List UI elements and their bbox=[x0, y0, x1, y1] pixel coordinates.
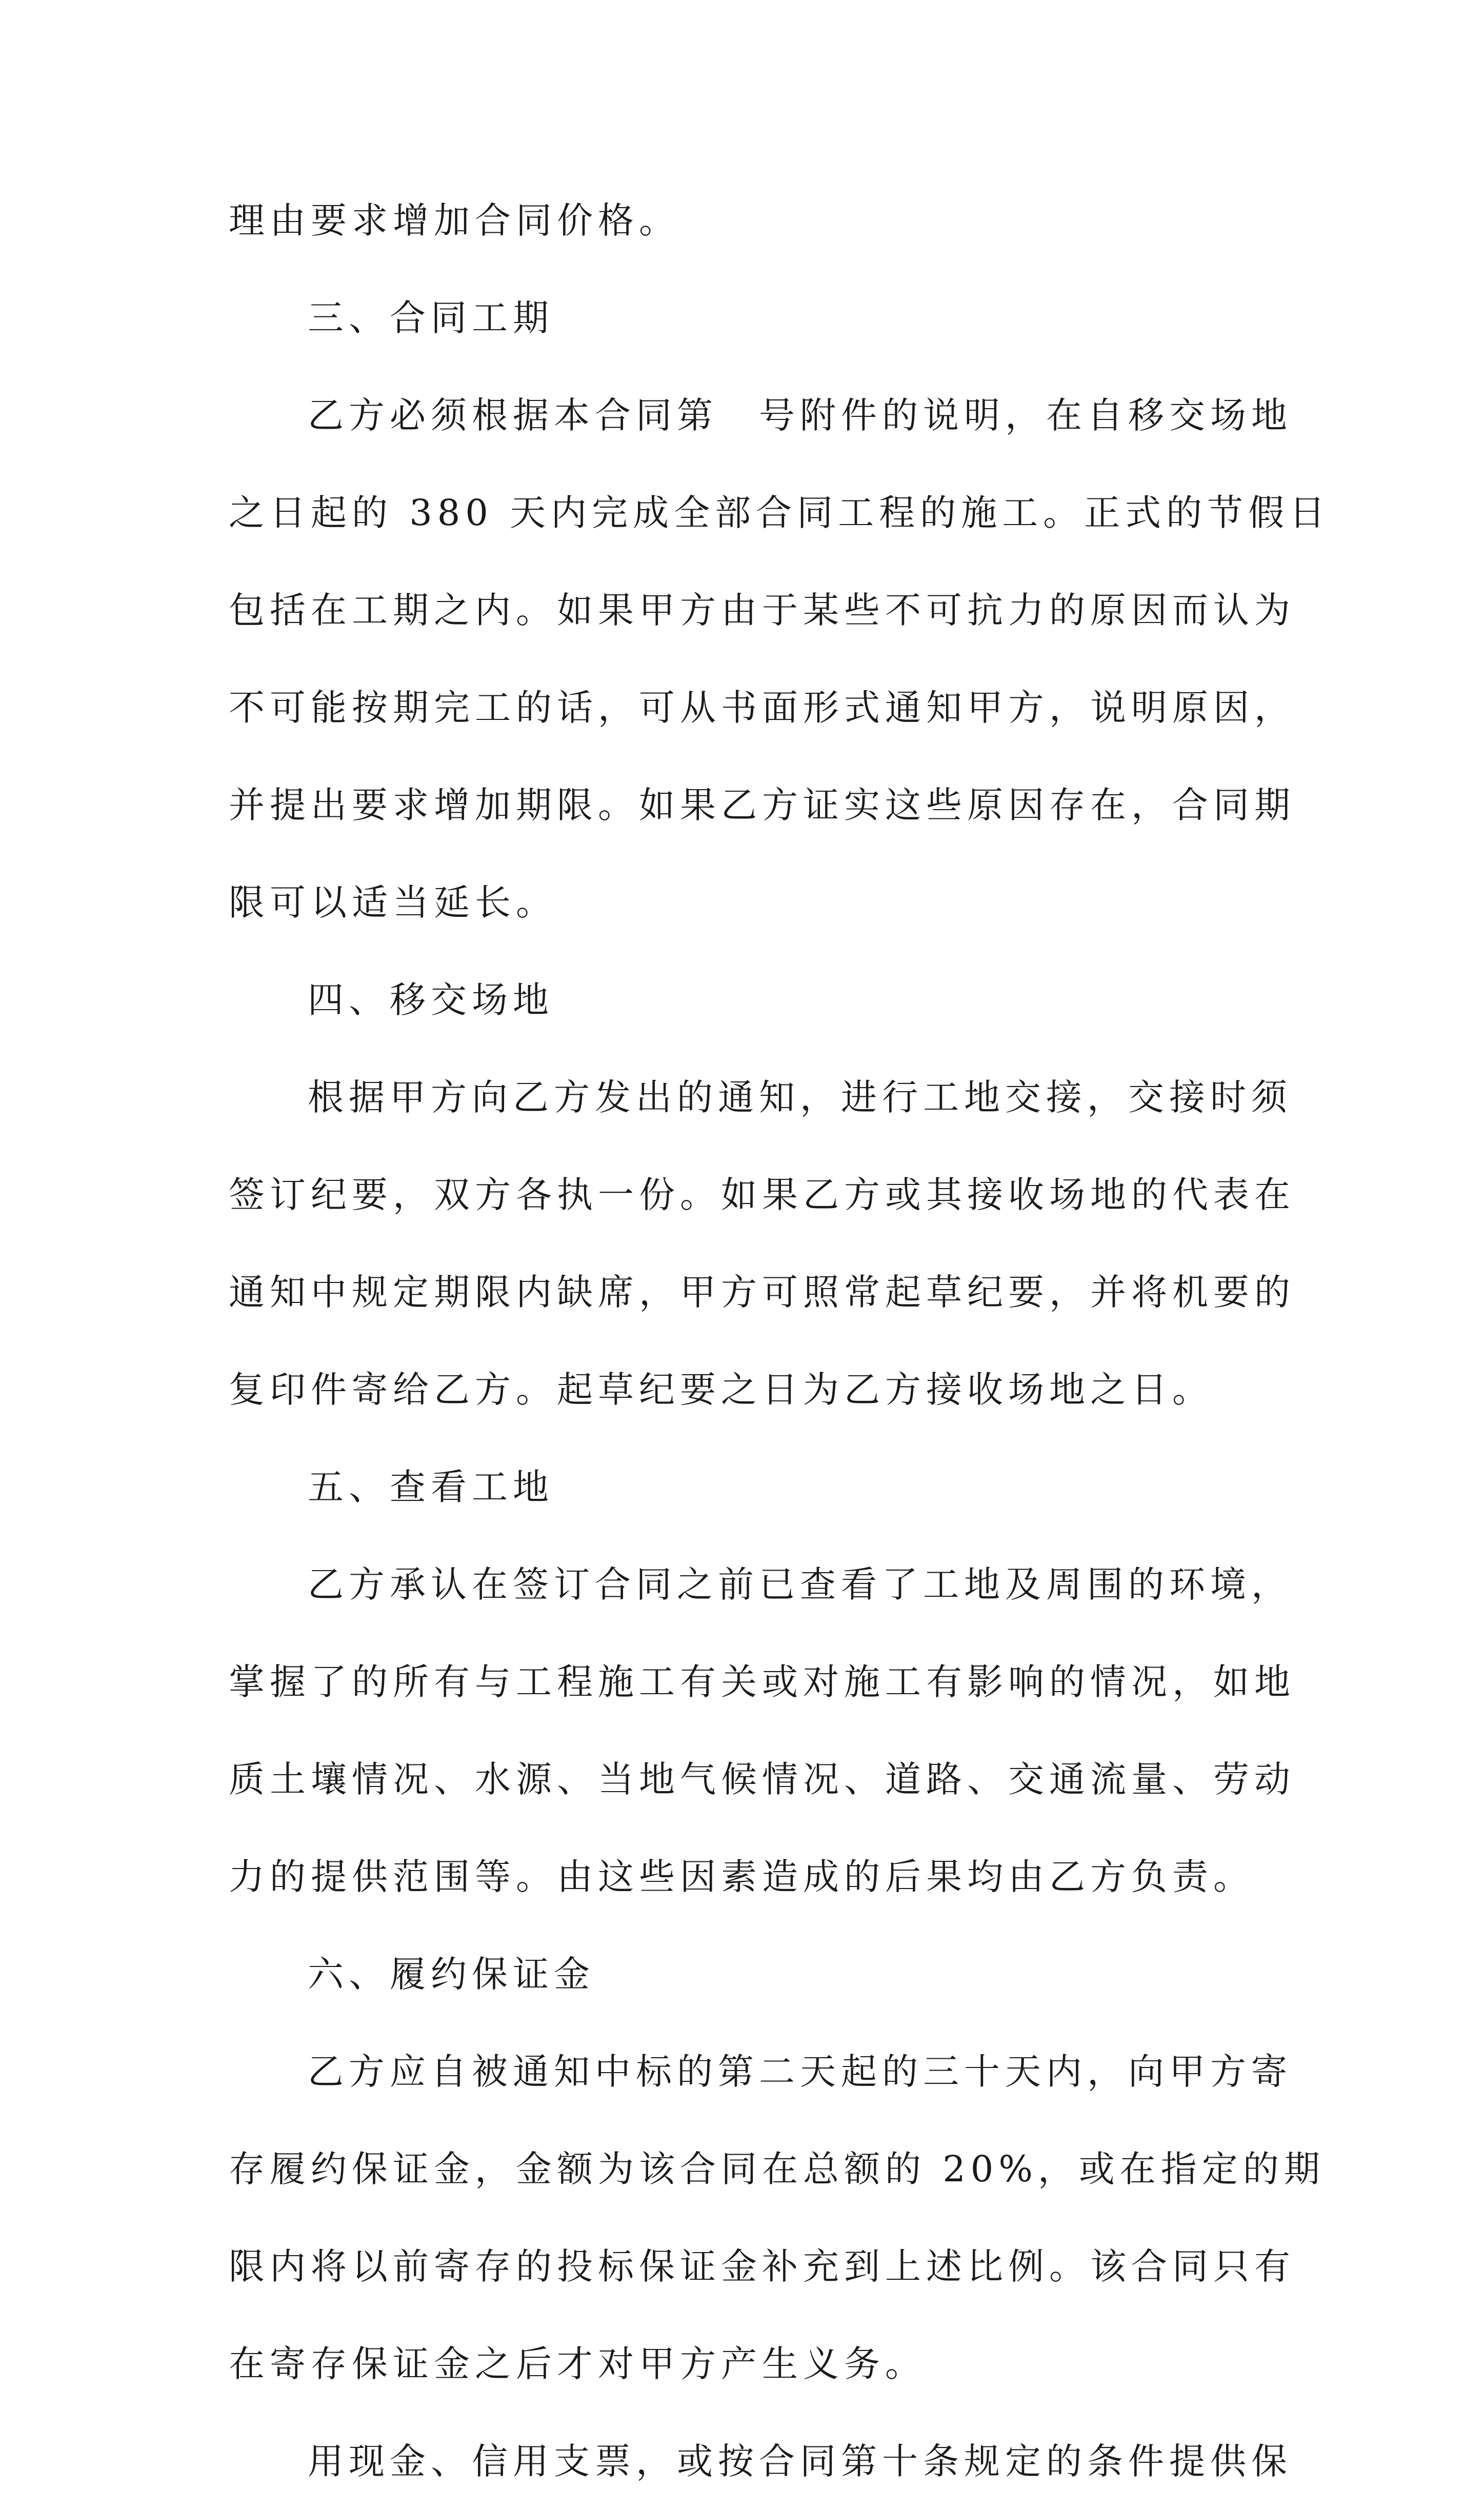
body-line: 不可能按期完工的话，可从书面形式通知甲方，说明原因， bbox=[229, 687, 1295, 729]
body-line: 理由要求增加合同价格。 bbox=[229, 199, 680, 242]
body-line: 根据甲方向乙方发出的通知，进行工地交接，交接时须 bbox=[308, 1076, 1292, 1118]
body-line: 签订纪要，双方各执一份。如果乙方或其接收场地的代表在 bbox=[229, 1174, 1295, 1216]
body-line: 通知中规定期限内缺席，甲方可照常起草纪要，并将机要的 bbox=[229, 1271, 1295, 1313]
body-line: 包括在工期之内。如果甲方由于某些不可抗力的原因而认为 bbox=[229, 589, 1295, 631]
body-line: 用现金、信用支票，或按合同第十条规定的条件提供保 bbox=[308, 2440, 1292, 2482]
section-heading: 六、履约保证金 bbox=[308, 1953, 595, 1995]
body-line: 限内将以前寄存的投标保证金补充到上述比例。该合同只有 bbox=[229, 2245, 1295, 2287]
section-heading: 三、合同工期 bbox=[308, 297, 554, 339]
section-heading: 五、查看工地 bbox=[308, 1466, 554, 1508]
body-line: 存履约保证金，金额为该合同在总额的 20%，或在指定的期 bbox=[229, 2148, 1325, 2190]
body-line: 限可以适当延长。 bbox=[229, 881, 557, 923]
section-heading: 四、移交场地 bbox=[308, 979, 554, 1021]
body-line: 质土壤情况、水源、当地气候情况、道路、交通流量、劳动 bbox=[229, 1758, 1295, 1800]
body-line: 并提出要求增加期限。如果乙方证实这些原因存在，合同期 bbox=[229, 784, 1295, 826]
body-line: 力的提供范围等。由这些因素造成的后果均由乙方负责。 bbox=[229, 1856, 1254, 1898]
body-line: 复印件寄给乙方。起草纪要之日为乙方接收场地之日。 bbox=[229, 1369, 1213, 1411]
body-line: 乙方承认在签订合同之前已查看了工地及周围的环境， bbox=[308, 1563, 1292, 1605]
body-line: 掌握了的所有与工程施工有关或对施工有影响的情况，如地 bbox=[229, 1661, 1295, 1703]
body-line: 在寄存保证金之后才对甲方产生义务。 bbox=[229, 2343, 926, 2385]
document-body bbox=[229, 172, 1331, 2510]
body-line: 乙方应自被通知中标的第二天起的三十天内，向甲方寄 bbox=[308, 2051, 1292, 2093]
body-line: 之日起的 380 天内完成全部合同工程的施工。正式的节假日 bbox=[229, 492, 1331, 534]
body-line: 乙方必须根据本合同第 号附件的说明，在自移交场地 bbox=[308, 394, 1292, 436]
